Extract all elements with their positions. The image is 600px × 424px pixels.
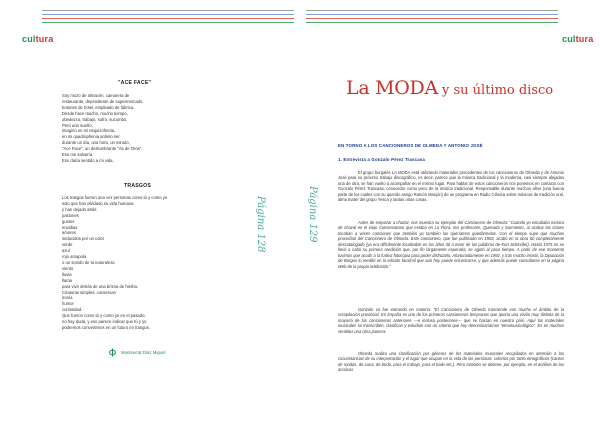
cultura-logo <box>22 34 53 44</box>
article-title-main: La MODA <box>346 77 438 99</box>
logo-part-cul: cul <box>562 34 576 44</box>
poem-line: viento <box>62 265 74 271</box>
poem-line: no hay duda, y eso parece indicar que tú y yo <box>62 319 147 325</box>
poem-line: Los trasgos fueron una vez personas como tú y como yo <box>62 195 168 200</box>
poem-line: y han dejado atrás <box>62 206 97 212</box>
poem-line: solo que han olvidado su vida humana <box>62 200 134 206</box>
poem-line: ironía <box>62 295 73 301</box>
poem-line: pasiones <box>62 212 79 218</box>
poem-line: curiosidad. <box>62 307 83 313</box>
poem-line: gustos <box>62 218 75 224</box>
header-rule <box>306 14 558 15</box>
header-rules <box>306 10 558 24</box>
header-rules <box>42 10 294 24</box>
poem-line: llama <box>62 277 73 283</box>
paragraph-3: Gonzalo va fue entrando en materia: "El Cancionero de Olmeda trasciende con mucho el ámbito de la recopilación provincial. En España es uno de los primeros cancioneros tempranos que aporta una visión muy distinta de la mayoría de los cancioneros anteriores —e incluso posteriores— que se hacían en nuestro país. Aquí los materiales musicales se transcriben, clasifican y estudian con un criterio que hoy denominaríamos "etnomusicológico". Es en muchos sentidos una obra pionera. <box>338 307 564 334</box>
author-signature <box>108 348 165 357</box>
section-heading: EN TORNO A LOS CANCIONEROS DE OLMEDA Y ANTONIO JOSÉ <box>338 143 483 148</box>
header-rule <box>306 18 558 19</box>
page-number-label: Página 129 <box>307 186 318 243</box>
logo-part-cul: cul <box>22 34 36 44</box>
poem-line: Pero aún sueño, <box>62 122 93 128</box>
header-rule <box>306 10 558 11</box>
poem-line: rojo amapola <box>62 254 87 260</box>
logo-part-tura: tura <box>35 34 54 44</box>
page-number-label: Página 128 <box>255 196 266 253</box>
header-rule <box>42 10 294 11</box>
article-title-rest: y su último disco <box>437 83 554 98</box>
poem-line: botones de hotel, empleado de fábrica. <box>62 104 135 110</box>
section-subheading: 1. Entrevista a Gonzalo Pérez Trascasa <box>338 157 425 162</box>
poem-line: Que fueron como tú y como yo en el pasado, <box>62 313 146 319</box>
right-page <box>300 0 600 424</box>
poem-line: Criaturas simples, conservan <box>62 289 116 295</box>
poem-line: lluvia <box>62 271 72 277</box>
header-rule <box>42 18 294 19</box>
poem-line: Soy mozo de almacén, camarera de <box>62 93 130 98</box>
poem-line: azul <box>62 248 70 254</box>
author-logo-icon <box>108 348 117 357</box>
poem-title-ace-face: "ACE FACE" <box>118 80 152 86</box>
poem-line: humor <box>62 301 74 307</box>
poem-line: envidias <box>62 224 78 230</box>
poem-line: Eso daría sentido a mi vida. <box>62 157 114 163</box>
poem-line: Eso me salvaría. <box>62 152 94 158</box>
poem-line: obedezco, trabajo, sufro, sucumbo. <box>62 116 128 122</box>
header-rule <box>306 22 558 23</box>
paragraph-1: El grupo burgalés LA MODA está utilizando materiales procedentes de los cancioneros de Olmeda y de Antonio José para su próximo trabajo discográfico, es decir, parece que la música tradicional y la moderna, casi siempre alejadas una de otra, se han vuelto a acompañar en el mismo lugar. Para hablar de estos cancioneros nos ponemos en contacto con Gonzalo Pérez Trascasa, conocedor como poco de la música tradicional. Responsable durante muchos años (una buena parte de los cuales con su querido amigo Ramón Manjón) de un programa en Radio Clásica sobre músicas de tradición oral, alma mater del grupo Yesca y tantas otras cosas. <box>338 170 564 203</box>
logo-part-tura: tura <box>575 34 594 44</box>
poem-line: amores <box>62 230 76 236</box>
poem-line: "Ace Face", un deslumbrante "As de Oros". <box>62 146 143 152</box>
poem-line: seducidos por un color <box>62 236 105 242</box>
poem-line: imagino en mi esquizofrenia, <box>62 128 116 134</box>
poem-line: o un sonido de la naturaleza <box>62 259 115 265</box>
paragraph-4: Olmeda realiza una clasificación por géneros de los materiales musicales recopilados en atención a las circunstancias de su interpretación y el lugar que ocupan en la vida de las personas, criterios por tanto etnográficos (cantos de rondas, de cuna, de boda, para el trabajo, para el baile etc.). Pero también se detiene, por ejemplo, en el análisis de las arcaicas <box>338 351 564 373</box>
author-name: Montserrat Díaz Miguel <box>121 350 166 355</box>
poem-title-trasgos: TRASGOS <box>124 183 152 189</box>
poem-line: en mi quadrophenia anhelo ser <box>62 134 120 140</box>
poem-line: para vivir detrás de una brizna de hierba. <box>62 283 139 289</box>
cultura-logo <box>562 34 593 44</box>
poem-line: podremos convertirnos en un futuro en trasgos. <box>62 324 150 330</box>
header-rule <box>42 14 294 15</box>
poem-line: restaurante, dependiente de supermercado, <box>62 98 144 104</box>
article-title <box>346 77 553 99</box>
paragraph-2: Antes de empezar a charlar, nos muestra su ejemplar del Cancionero de Olmeda: "Cuando yo estudiaba música de chaval en el viejo Conservatorio que estaba en La Flora, mis profesores, Quesada y Sarmiento, al acabar las clases tocaban a veces canciones que también yo también las queríamos quedármelas. Con el tiempo supe que muchas procedían del Cancionero de Olmeda. Este cancionero, que fue publicado en 1903, acabó en la obra 60 completamente descatalogado (ya era difícilmente localizable en los años 30 a tenor de las palabras de Kurt Schindler). Hasta 1975 no se llevó a cabo su primera reedición que, por fin largamente esperada, se agotó al poco tiempo. A partir de ese momento tuvimos que acudir a la furtiva fotocopia para poder disfrutarlo. Afortunadamente en 1992, y tras mucho insistir, la Diputación de Burgos lo reeditó en la edición facsímil que aún hoy puede encontrarse, y que además puede consultarse en la página Web de la propia institución." <box>338 220 564 269</box>
poem-ace-face <box>62 93 143 164</box>
poem-trasgos <box>62 195 167 331</box>
poem-line: Desde hace mucho, mucho tiempo, <box>62 110 128 116</box>
poem-line: verde <box>62 242 73 248</box>
poem-line: durante un día, una hora, un minuto, <box>62 140 130 146</box>
header-rule <box>42 22 294 23</box>
